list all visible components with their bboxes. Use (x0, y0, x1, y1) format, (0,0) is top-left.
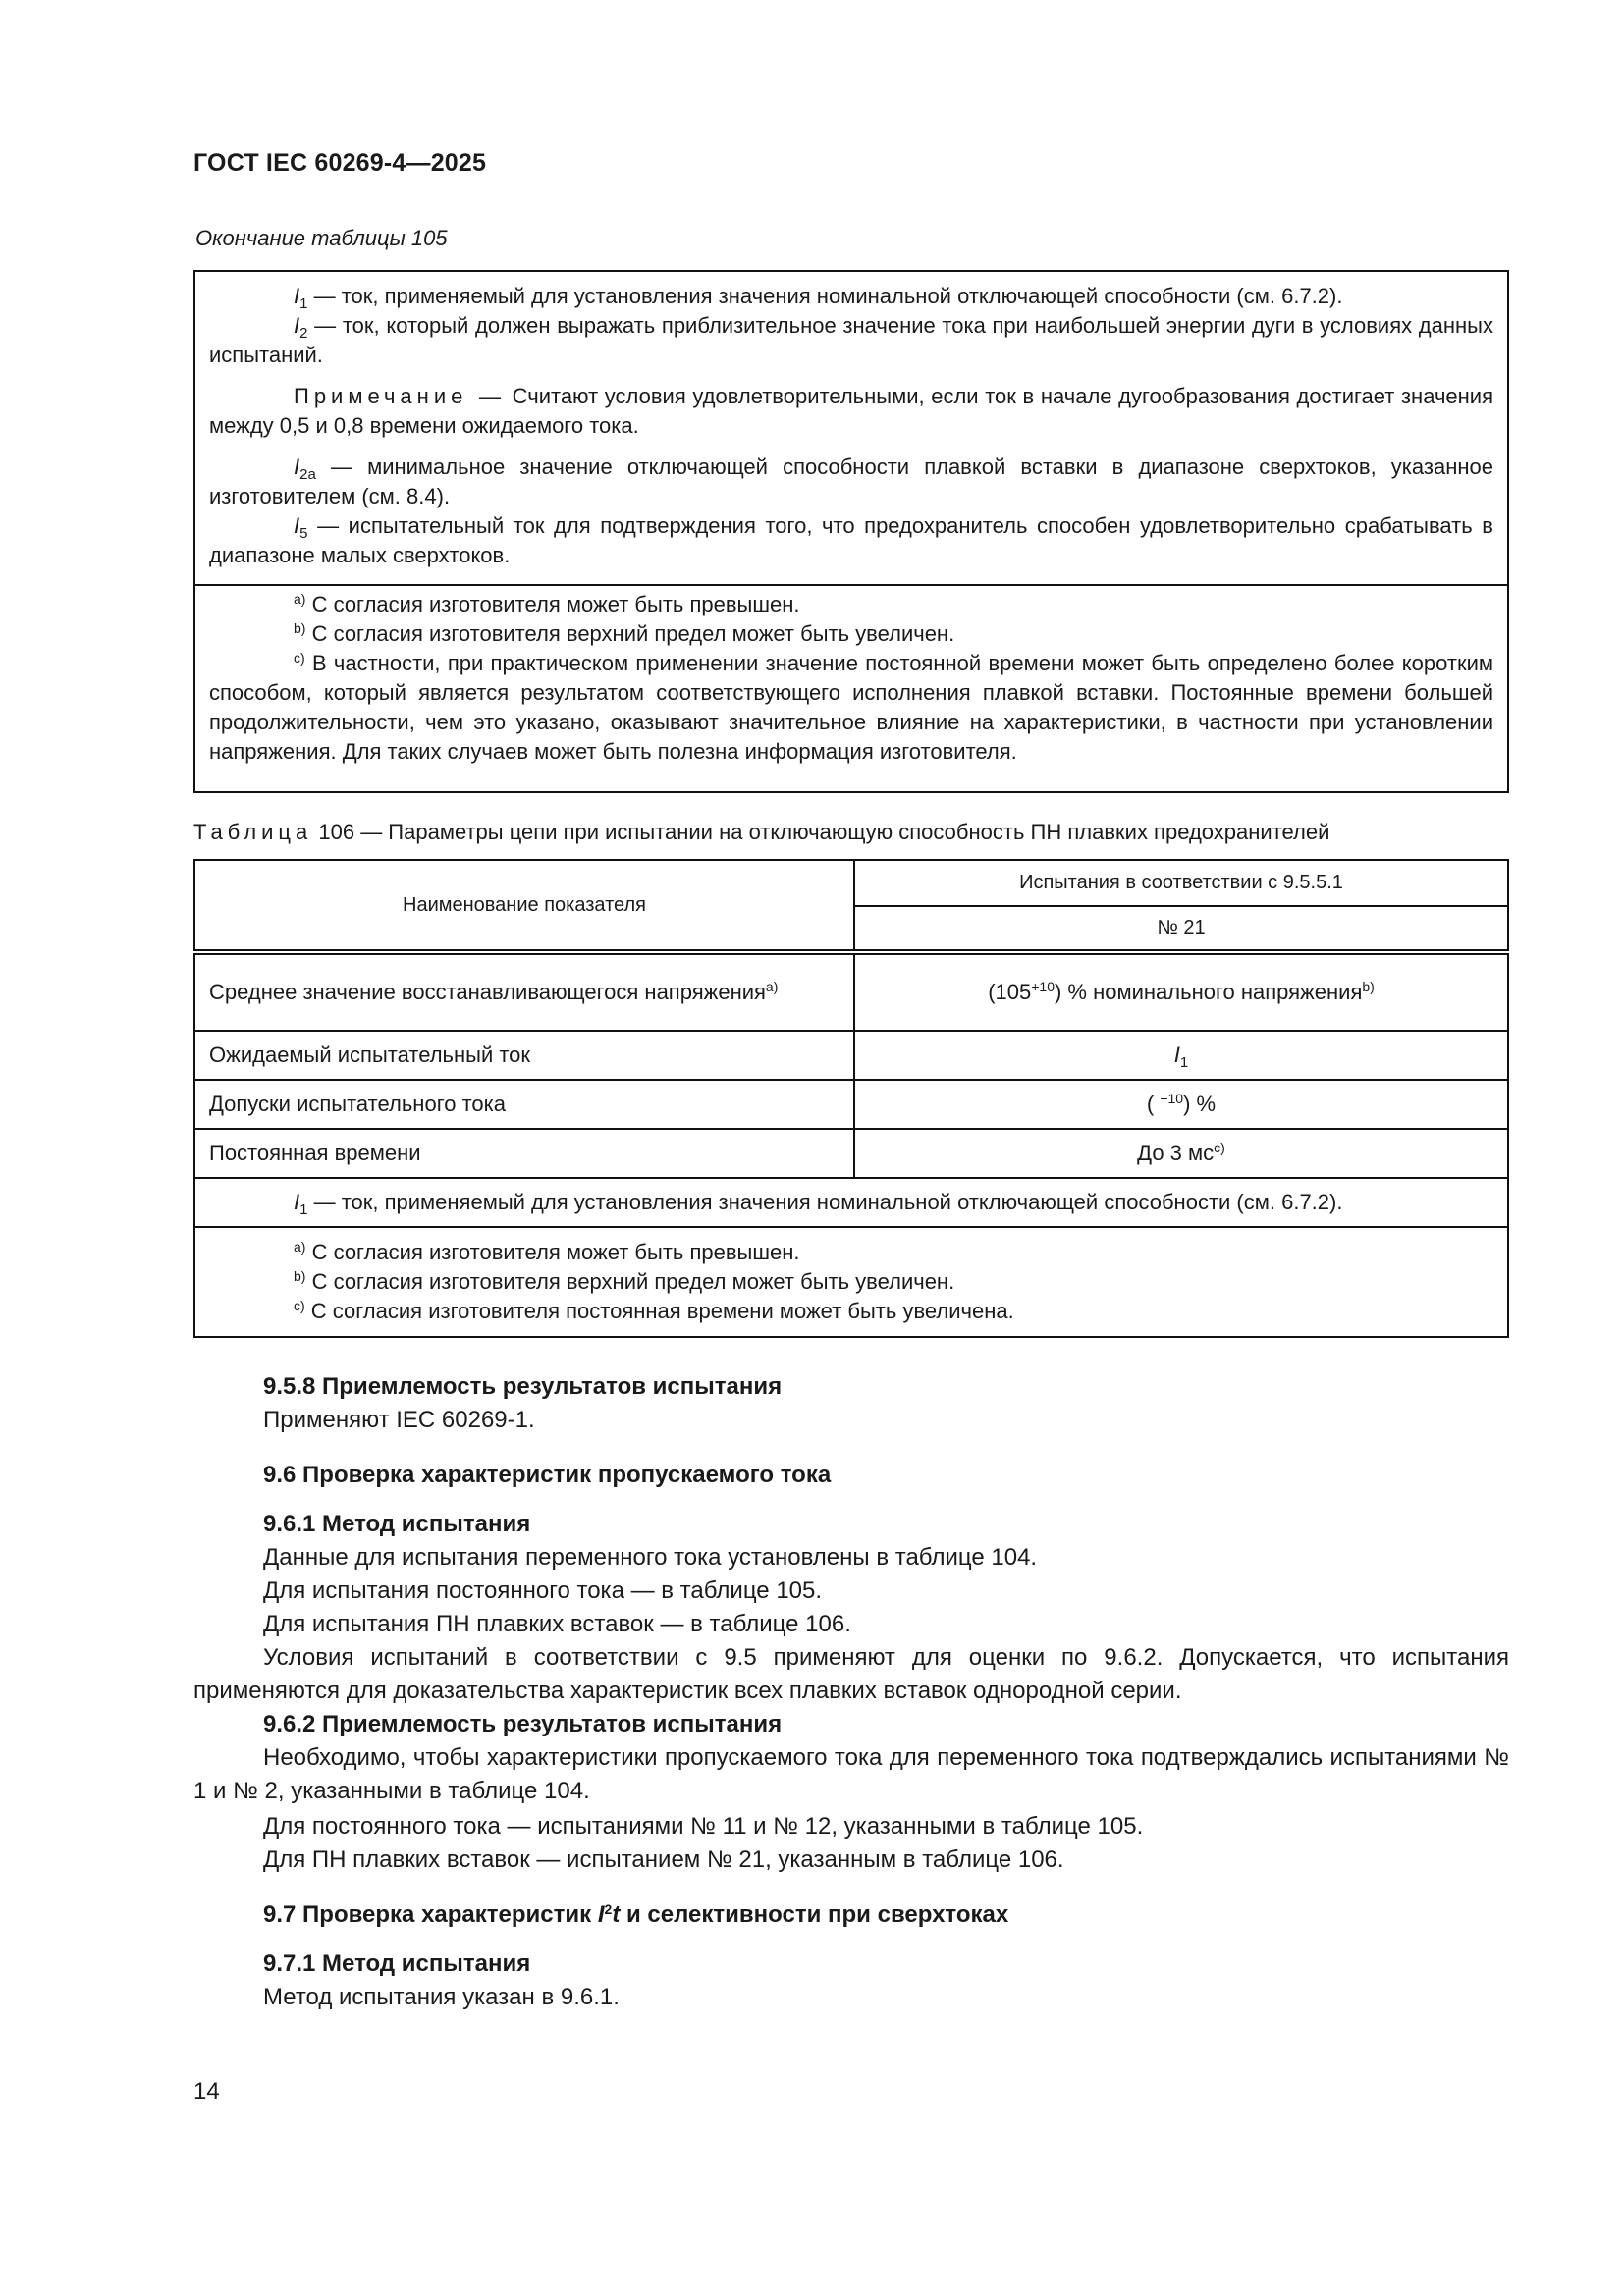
footnote-c: $^{c)}$ С согласия изготовителя постоянная времени может быть увеличена. (294, 1298, 1014, 1323)
footnotes-cell (194, 1227, 1508, 1337)
table106 (193, 859, 1509, 1338)
footnote-b: $^{b)}$ С согласия изготовителя верхний предел может быть увеличен. (294, 1268, 955, 1294)
text-line: Для испытания ПН плавких вставок — в таблице 106. (263, 1611, 851, 1637)
param-cell: Постоянная времени (194, 1129, 854, 1178)
note-label: Примечание — (294, 384, 506, 408)
value-cell: $(105^{+10})$ % номинального напряжения$^{b)}$ (854, 952, 1508, 1031)
footnote-c: $^{c)}$ В частности, при практическом применении значение постоянной времени может быть определено более коротким способом, который является результатом соответствующего исполнения плавкой вставки. Постоянные времени большей продолжительности, чем это указано, оказывают значительное влияние на характеристики, в частности при установлении напряжения. Для таких случаев может быть полезна информация изготовителя. (209, 650, 1493, 764)
heading-9-6: 9.6 Проверка характеристик пропускаемого тока (263, 1462, 832, 1488)
paragraph-9-6-2: Необходимо, чтобы характеристики пропускаемого тока для переменного тока подтверждались испытаниями № 1 и № 2, указанными в таблице 104. (193, 1744, 1509, 1804)
col-subheader-test-no: № 21 (854, 906, 1508, 952)
param-cell: Ожидаемый испытательный ток (194, 1031, 854, 1080)
document-header: ГОСТ IEC 60269-4—2025 (193, 149, 487, 177)
param-cell: Среднее значение восстанавливающегося напряжения$^{a)}$ (194, 952, 854, 1031)
heading-9-5-8: 9.5.8 Приемлемость результатов испытания (263, 1373, 783, 1400)
definition-cell: $I_1$ — ток, применяемый для установления значения номинальной отключающей способности (см. 6.7.2). (194, 1178, 1508, 1227)
table106-caption: Таблица 106 — Параметры цепи при испытании на отключающую способность ПН плавких предохранителей (193, 820, 1330, 844)
definitions-section (195, 272, 1507, 570)
table-footnotes-row (194, 1227, 1508, 1337)
table105-continuation-box (193, 270, 1509, 793)
paragraph-9-6-1: Условия испытаний в соответствии с 9.5 применяют для оценки по 9.6.2. Допускается, что испытания применяются для доказательства характеристик всех плавких вставок однородной серии. (193, 1644, 1509, 1704)
value-cell: До 3 $мс^{c)}$ (854, 1129, 1508, 1178)
param-cell: Допуски испытательного тока (194, 1080, 854, 1129)
table-header-row (194, 860, 1508, 906)
table-row (194, 1031, 1508, 1080)
text-9-7-1: Метод испытания указан в 9.6.1. (263, 1984, 620, 2010)
text-9-5-8: Применяют IEC 60269-1. (263, 1407, 535, 1433)
table-continuation-caption: Окончание таблицы 105 (195, 226, 448, 250)
text-line: Данные для испытания переменного тока установлены в таблице 104. (263, 1544, 1038, 1571)
table-definition-row (194, 1178, 1508, 1227)
note: Примечание — Считают условия удовлетворительными, если ток в начале дугообразования достигает значения между 0,5 и 0,8 времени ожидаемого тока. (209, 384, 1493, 438)
definition-i5: $I_5$ — испытательный ток для подтверждения того, что предохранитель способен удовлетворительно срабатывать в диапазоне малых сверхтоков. (209, 513, 1493, 567)
definition-i2: $I_2$ — ток, который должен выражать приблизительное значение тока при наибольшей энергии дуги в условиях данных испытаний. (209, 313, 1493, 367)
text-line: Для ПН плавких вставок — испытанием № 21, указанным в таблице 106. (263, 1846, 1064, 1873)
footnote-a: $^{a)}$ С согласия изготовителя может быть превышен. (294, 1239, 800, 1264)
col-header-tests: Испытания в соответствии с 9.5.5.1 (854, 860, 1508, 906)
table-row (194, 1080, 1508, 1129)
definition-i1: $I_1$ — ток, применяемый для установления значения номинальной отключающей способности (см. 6.7.2). (294, 284, 1343, 312)
text-line: Для испытания постоянного тока — в таблице 105. (263, 1577, 823, 1604)
table-row (194, 952, 1508, 1031)
footnote-a: $^{a)}$ С согласия изготовителя может быть превышен. (294, 591, 800, 616)
col-header-parameter: Наименование показателя (194, 860, 854, 952)
value-cell: ( $^{+10}$) % (854, 1080, 1508, 1129)
heading-9-7-1: 9.7.1 Метод испытания (263, 1950, 531, 1977)
heading-9-7: 9.7 Проверка характеристик $I^2t$ и селективности при сверхтоках (263, 1901, 1009, 1928)
footnote-b: $^{b)}$ С согласия изготовителя верхний предел может быть увеличен. (294, 620, 955, 646)
table-row (194, 1129, 1508, 1178)
footnotes-section (195, 586, 1507, 767)
heading-9-6-1: 9.6.1 Метод испытания (263, 1511, 531, 1537)
text-line: Для постоянного тока — испытаниями № 11 и № 12, указанными в таблице 105. (263, 1813, 1144, 1840)
definition-i2a: $I_{2a}$ — минимальное значение отключающей способности плавкой вставки в диапазоне сверхтоков, указанное изготовителем (см. 8.4). (209, 454, 1493, 508)
value-cell: $I_1$ (854, 1031, 1508, 1080)
page-number: 14 (193, 2078, 220, 2105)
heading-9-6-2: 9.6.2 Приемлемость результатов испытания (263, 1711, 783, 1737)
